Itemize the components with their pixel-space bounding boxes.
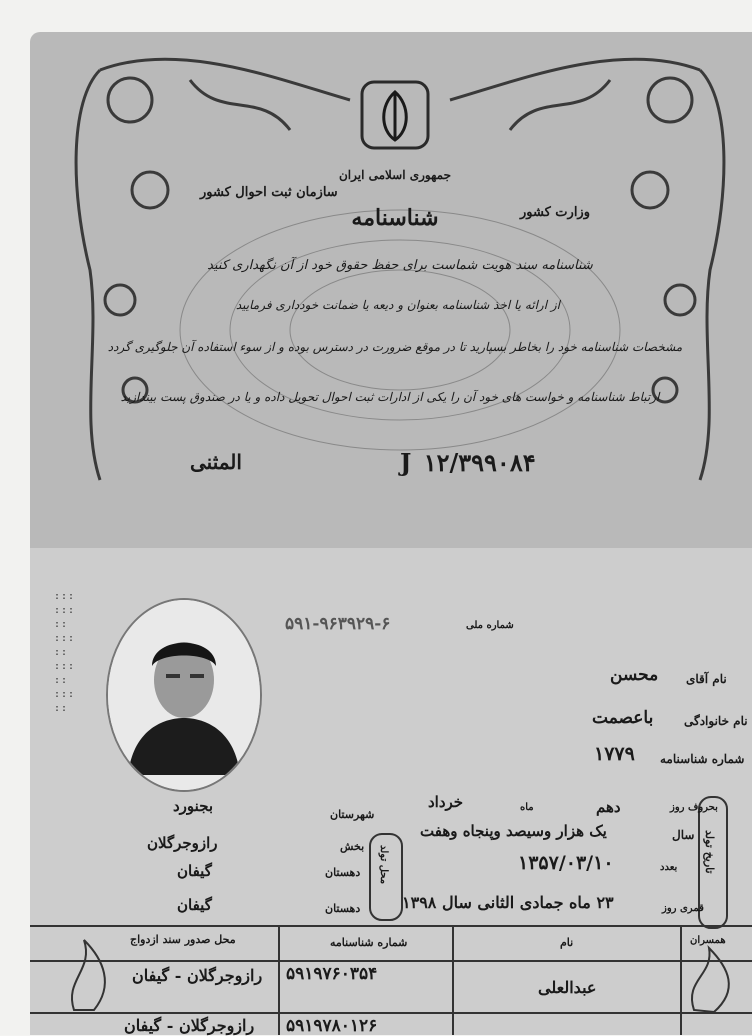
- province-label: دهستان: [325, 866, 361, 879]
- document-title: شناسنامه: [351, 205, 439, 231]
- birth-day-value: دهم: [596, 798, 621, 816]
- birth-year-text: یک هزار وسیصد وپنجاه وهفت: [420, 822, 607, 840]
- city-value: بجنورد: [173, 797, 214, 815]
- birth-year-label: سال: [672, 828, 695, 842]
- birth-section-label: تاریخ تولد: [703, 830, 716, 874]
- city-label: شهرستان: [330, 808, 375, 821]
- col-place-header: محل صدور سند ازدواج: [130, 933, 236, 946]
- place-section-label: محل تولد: [378, 845, 389, 885]
- last-name-value: باعصمت: [592, 708, 654, 728]
- table-ornament-right-icon: [684, 940, 744, 1020]
- district-value: رازوجرگلان: [147, 834, 218, 852]
- table-col-divider-3: [680, 925, 682, 1035]
- cert-number-value: ۱۷۷۹: [594, 743, 635, 765]
- side-marks: ::: ::: :: ::: :: ::: :: ::: ::: [54, 591, 76, 714]
- instruction-line-2: از ارائه یا اخذ شناسنامه بعنوان و دیعه یا ضمانت خودداری فرمایید: [235, 298, 560, 312]
- ministry-label: وزارت کشور: [520, 205, 590, 220]
- col-cert-header: شماره شناسنامه: [330, 936, 408, 949]
- birth-day-label: بحروف روز: [670, 802, 718, 813]
- national-id-label: شماره ملی: [466, 620, 514, 631]
- spouse-row-1-name: عبدالعلی: [538, 978, 597, 997]
- republic-label: جمهوری اسلامی ایران: [338, 168, 452, 182]
- organization-label: سازمان ثبت احوال کشور: [200, 185, 338, 200]
- spouse-row-2-cert: ۵۹۱۹۷۸۰۱۲۶: [286, 1016, 378, 1036]
- table-row-border: [30, 1012, 752, 1014]
- iran-emblem-icon: [360, 80, 430, 150]
- spouse-row-1-place: رازوجرگلان - گیفان: [132, 966, 263, 985]
- lunar-date-value: ۲۳ ماه جمادی الثانی سال ۱۳۹۸: [402, 893, 614, 912]
- instruction-line-1: شناسنامه سند هویت شماست برای حفظ حقوق خود از آن نگهداری کنید: [207, 258, 593, 273]
- table-top-border: [30, 925, 752, 927]
- col-section-header: همسران: [690, 935, 726, 946]
- col-name-header: نام: [560, 936, 574, 949]
- lunar-date-label: قمری روز: [662, 903, 704, 914]
- document-type: المثنی: [190, 450, 242, 474]
- national-id-value: ۵۹۱-۹۶۳۹۲۹-۶: [285, 614, 391, 634]
- district-label: بخش: [340, 840, 365, 853]
- birth-numeric-label: بعدد: [660, 862, 678, 873]
- birth-numeric-value: ۱۳۵۷/۰۳/۱۰: [518, 852, 614, 874]
- birth-month-sep: ماه: [520, 802, 534, 813]
- spouse-row-2-place: رازوجرگلان - گیفان: [124, 1016, 255, 1035]
- table-header-border: [30, 960, 752, 962]
- serial-number: J ۱۲/۳۹۹۰۸۴: [400, 448, 536, 477]
- spouse-row-1-cert: ۵۹۱۹۷۶۰۳۵۴: [286, 964, 378, 984]
- birth-month-value: خرداد: [428, 793, 464, 811]
- table-ornament-left-icon: [64, 930, 124, 1015]
- first-name-value: محسن: [610, 665, 659, 685]
- last-name-label: نام خانوادگی: [684, 714, 748, 728]
- table-col-divider-2: [452, 925, 454, 1035]
- village-label: دهستان: [325, 902, 361, 915]
- province-value: گیفان: [177, 862, 212, 880]
- table-col-divider-1: [278, 925, 280, 1035]
- first-name-label: نام آقای: [686, 672, 727, 686]
- instruction-line-4: ارتباط شناسنامه و خواست های خود آن را یکی از ادارات ثبت احوال تحویل داده و یا در صندوق پست بیندازید: [120, 390, 660, 404]
- village-value: گیفان: [177, 896, 212, 914]
- cert-number-label: شماره شناسنامه: [660, 752, 745, 766]
- instruction-line-3: مشخصات شناسنامه خود را بخاطر بسپارید تا در موقع ضرورت در دسترس بوده و از سوء استفاده آن جلوگیری گردد: [107, 340, 683, 354]
- holder-photo: [106, 598, 262, 792]
